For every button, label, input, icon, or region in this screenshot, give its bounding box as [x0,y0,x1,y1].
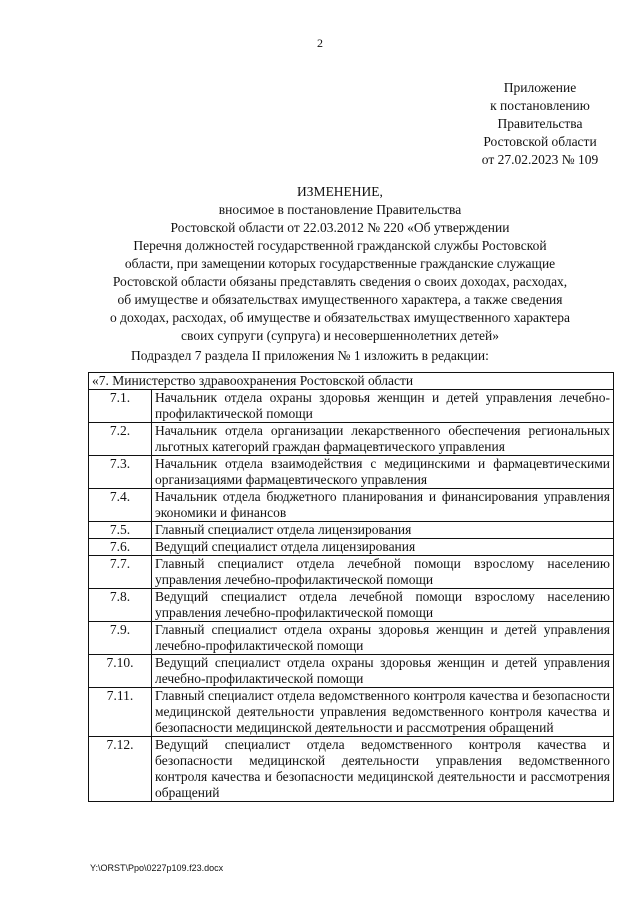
heading-line: Ростовской области от 22.03.2012 № 220 «Об утверждении [170,220,510,235]
row-number: 7.3. [89,456,152,489]
row-position: Главный специалист отдела лицензирования [152,522,614,539]
table-row [89,688,614,737]
heading-line: Ростовской области обязаны представлять сведения о своих доходах, расходах, [112,274,568,289]
row-number: 7.8. [89,589,152,622]
table-row [89,423,614,456]
page-number: 2 [317,36,323,50]
heading-title: ИЗМЕНЕНИЕ, [297,184,383,199]
row-position: Ведущий специалист отдела лицензирования [152,539,614,556]
row-number: 7.7. [89,556,152,589]
table-row [89,390,614,423]
row-number: 7.11. [89,688,152,737]
row-position: Начальник отдела организации лекарственного обеспечения региональных льготных категорий граждан фармацевтического управления [152,423,614,456]
row-position: Ведущий специалист отдела ведомственного контроля качества и безопасности медицинской деятельности управления ведомственного контроля качества и безопасности медицинской деятельности и рассмотрения обращений [152,737,614,802]
heading-line: Перечня должностей государственной гражданской службы Ростовской [133,238,547,253]
row-position: Главный специалист отдела ведомственного контроля качества и безопасности медицинской деятельности управления ведомственного контроля качества и безопасности медицинской деятельности и рассмотрения обращений [152,688,614,737]
table-row [89,622,614,655]
row-number: 7.10. [89,655,152,688]
table-row [89,737,614,802]
heading-line: своих супруги (супруга) и несовершеннолетних детей» [181,328,499,343]
row-number: 7.5. [89,522,152,539]
table-row [89,489,614,522]
instruction-text: Подраздел 7 раздела II приложения № 1 изложить в редакции: [131,348,489,363]
appendix-line: от 27.02.2023 № 109 [481,152,599,167]
row-position: Ведущий специалист отдела лечебной помощи взрослому населению управления лечебно-профилактической помощи [152,589,614,622]
row-number: 7.12. [89,737,152,802]
table-row [89,456,614,489]
row-position: Ведущий специалист отдела охраны здоровья женщин и детей управления лечебно-профилактической помощи [152,655,614,688]
table-row [89,539,614,556]
row-number: 7.1. [89,390,152,423]
table-row [89,589,614,622]
row-position: Начальник отдела бюджетного планирования и финансирования управления экономики и финансов [152,489,614,522]
appendix-line: Приложение [503,80,577,95]
document-heading [40,183,640,345]
table-row [89,655,614,688]
row-position: Главный специалист отдела охраны здоровья женщин и детей управления лечебно-профилактической помощи [152,622,614,655]
table-row [89,522,614,539]
heading-line: области, при замещении которых государственные гражданские служащие [124,256,556,271]
file-path-footer: Y:\ORST\Ppo\0227p109.f23.docx [90,863,224,873]
row-position: Начальник отдела охраны здоровья женщин и детей управления лечебно-профилактической помощи [152,390,614,423]
section-title: «7. Министерство здравоохранения Ростовской области [89,373,614,390]
table-section-row [89,373,614,390]
appendix-line: Правительства [497,116,583,131]
heading-line: вносимое в постановление Правительства [218,202,462,217]
heading-line: о доходах, расходах, об имуществе и обязательствах имущественного характера [110,310,570,325]
row-number: 7.9. [89,622,152,655]
appendix-block [440,79,640,169]
appendix-line: к постановлению [490,98,590,113]
row-number: 7.4. [89,489,152,522]
positions-table [88,372,614,802]
row-number: 7.6. [89,539,152,556]
appendix-line: Ростовской области [483,134,597,149]
row-number: 7.2. [89,423,152,456]
row-position: Начальник отдела взаимодействия с медицинскими и фармацевтическими организациями фармацевтического управления [152,456,614,489]
row-position: Главный специалист отдела лечебной помощи взрослому населению управления лечебно-профилактической помощи [152,556,614,589]
table-row [89,556,614,589]
heading-line: об имуществе и обязательствах имущественного характера, а также сведения [117,292,563,307]
